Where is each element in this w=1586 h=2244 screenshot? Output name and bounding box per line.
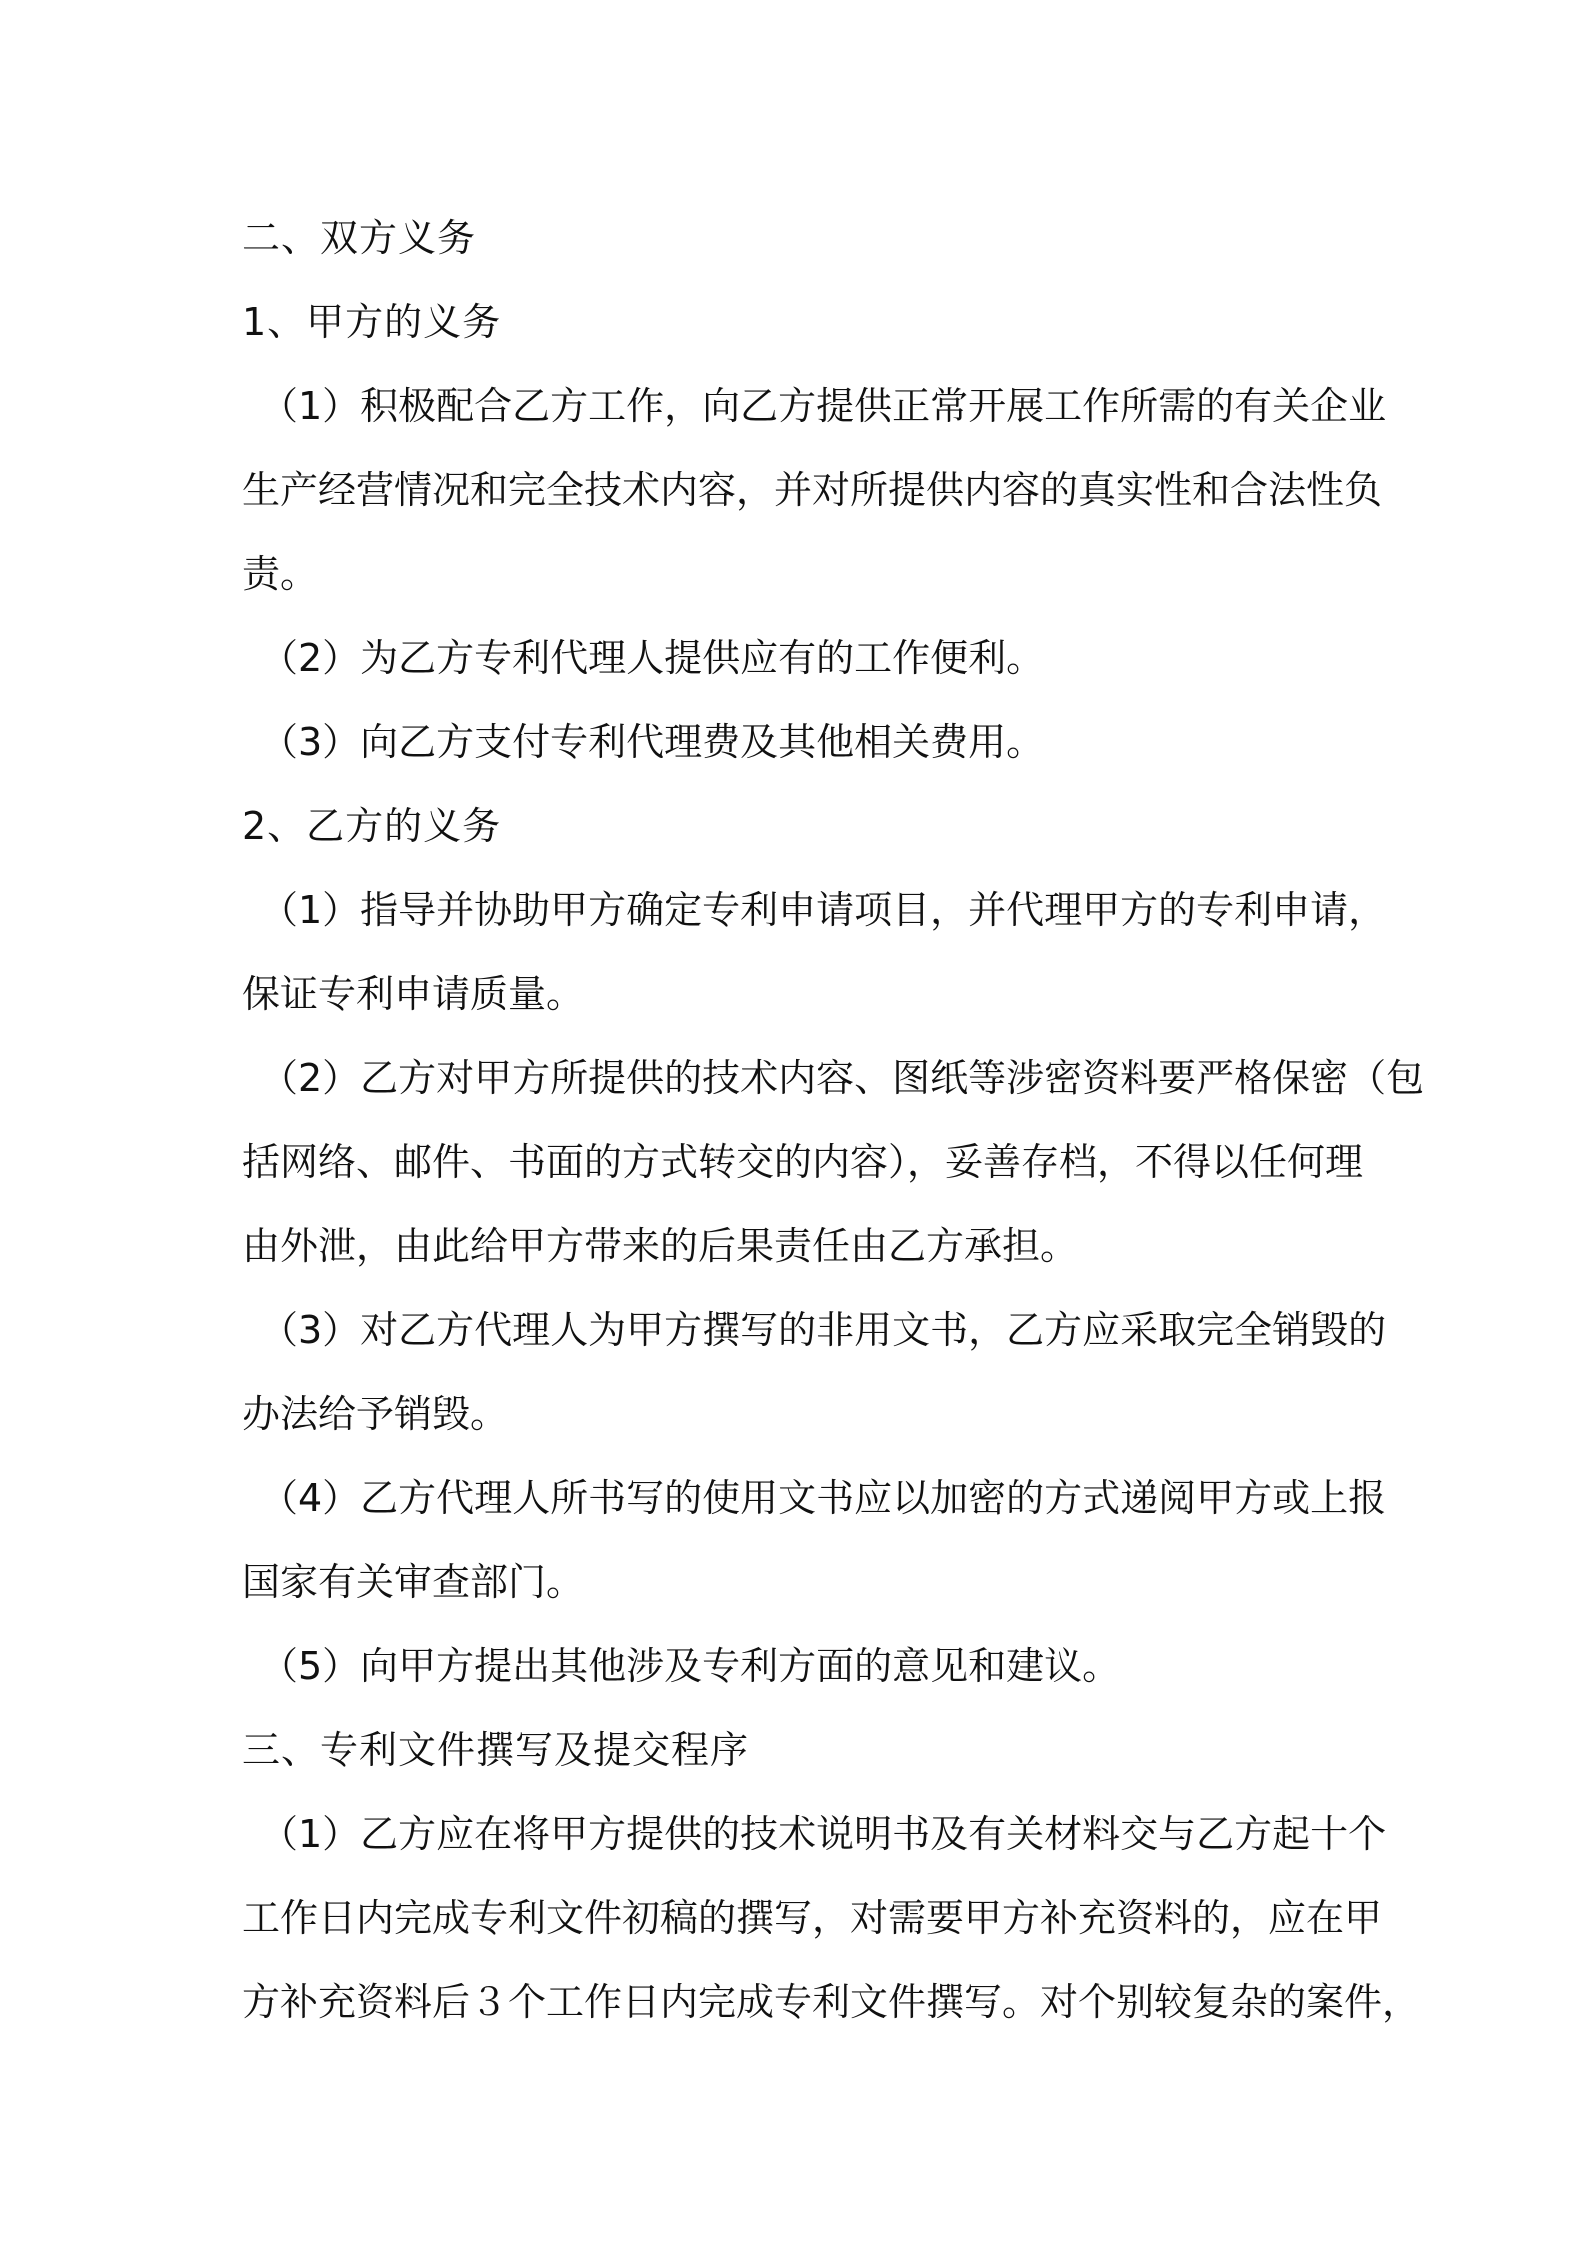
paragraph-line: 保证专利申请质量。 xyxy=(242,972,585,1016)
section-heading-obligations: 二、双方义务 xyxy=(242,216,477,260)
paragraph-line: （3）对乙方代理人为甲方撰写的非用文书，乙方应采取完全销毁的 xyxy=(260,1308,1387,1352)
paragraph-line: 括网络、邮件、书面的方式转交的内容），妥善存档，不得以任何理 xyxy=(242,1140,1364,1184)
paragraph-line: 由外泄，由此给甲方带来的后果责任由乙方承担。 xyxy=(242,1224,1079,1268)
paragraph-line: （5）向甲方提出其他涉及专利方面的意见和建议。 xyxy=(260,1644,1121,1688)
paragraph-line: 工作日内完成专利文件初稿的撰写，对需要甲方补充资料的，应在甲 xyxy=(242,1896,1383,1940)
paragraph-line: 责。 xyxy=(242,552,319,596)
paragraph-line: （1）指导并协助甲方确定专利申请项目，并代理甲方的专利申请， xyxy=(260,888,1387,932)
paragraph-line: 国家有关审查部门。 xyxy=(242,1560,585,1604)
paragraph-line: （1）乙方应在将甲方提供的技术说明书及有关材料交与乙方起十个 xyxy=(260,1812,1387,1856)
paragraph-line: （2）乙方对甲方所提供的技术内容、图纸等涉密资料要严格保密（包 xyxy=(260,1056,1425,1100)
subheading-party-b-obligations: 2、乙方的义务 xyxy=(242,804,502,848)
paragraph-line: （3）向乙方支付专利代理费及其他相关费用。 xyxy=(260,720,1045,764)
subheading-party-a-obligations: 1、甲方的义务 xyxy=(242,300,502,344)
paragraph-line: （4）乙方代理人所书写的使用文书应以加密的方式递阅甲方或上报 xyxy=(260,1476,1387,1520)
paragraph-line: （2）为乙方专利代理人提供应有的工作便利。 xyxy=(260,636,1045,680)
paragraph-line: （1）积极配合乙方工作，向乙方提供正常开展工作所需的有关企业 xyxy=(260,384,1387,428)
document-body xyxy=(242,196,1425,2044)
section-heading-drafting-procedure: 三、专利文件撰写及提交程序 xyxy=(242,1728,750,1772)
paragraph-line: 生产经营情况和完全技术内容，并对所提供内容的真实性和合法性负 xyxy=(242,468,1383,512)
paragraph-line: 方补充资料后３个工作日内完成专利文件撰写。对个别较复杂的案件， xyxy=(242,1980,1421,2024)
paragraph-line: 办法给予销毁。 xyxy=(242,1392,509,1436)
